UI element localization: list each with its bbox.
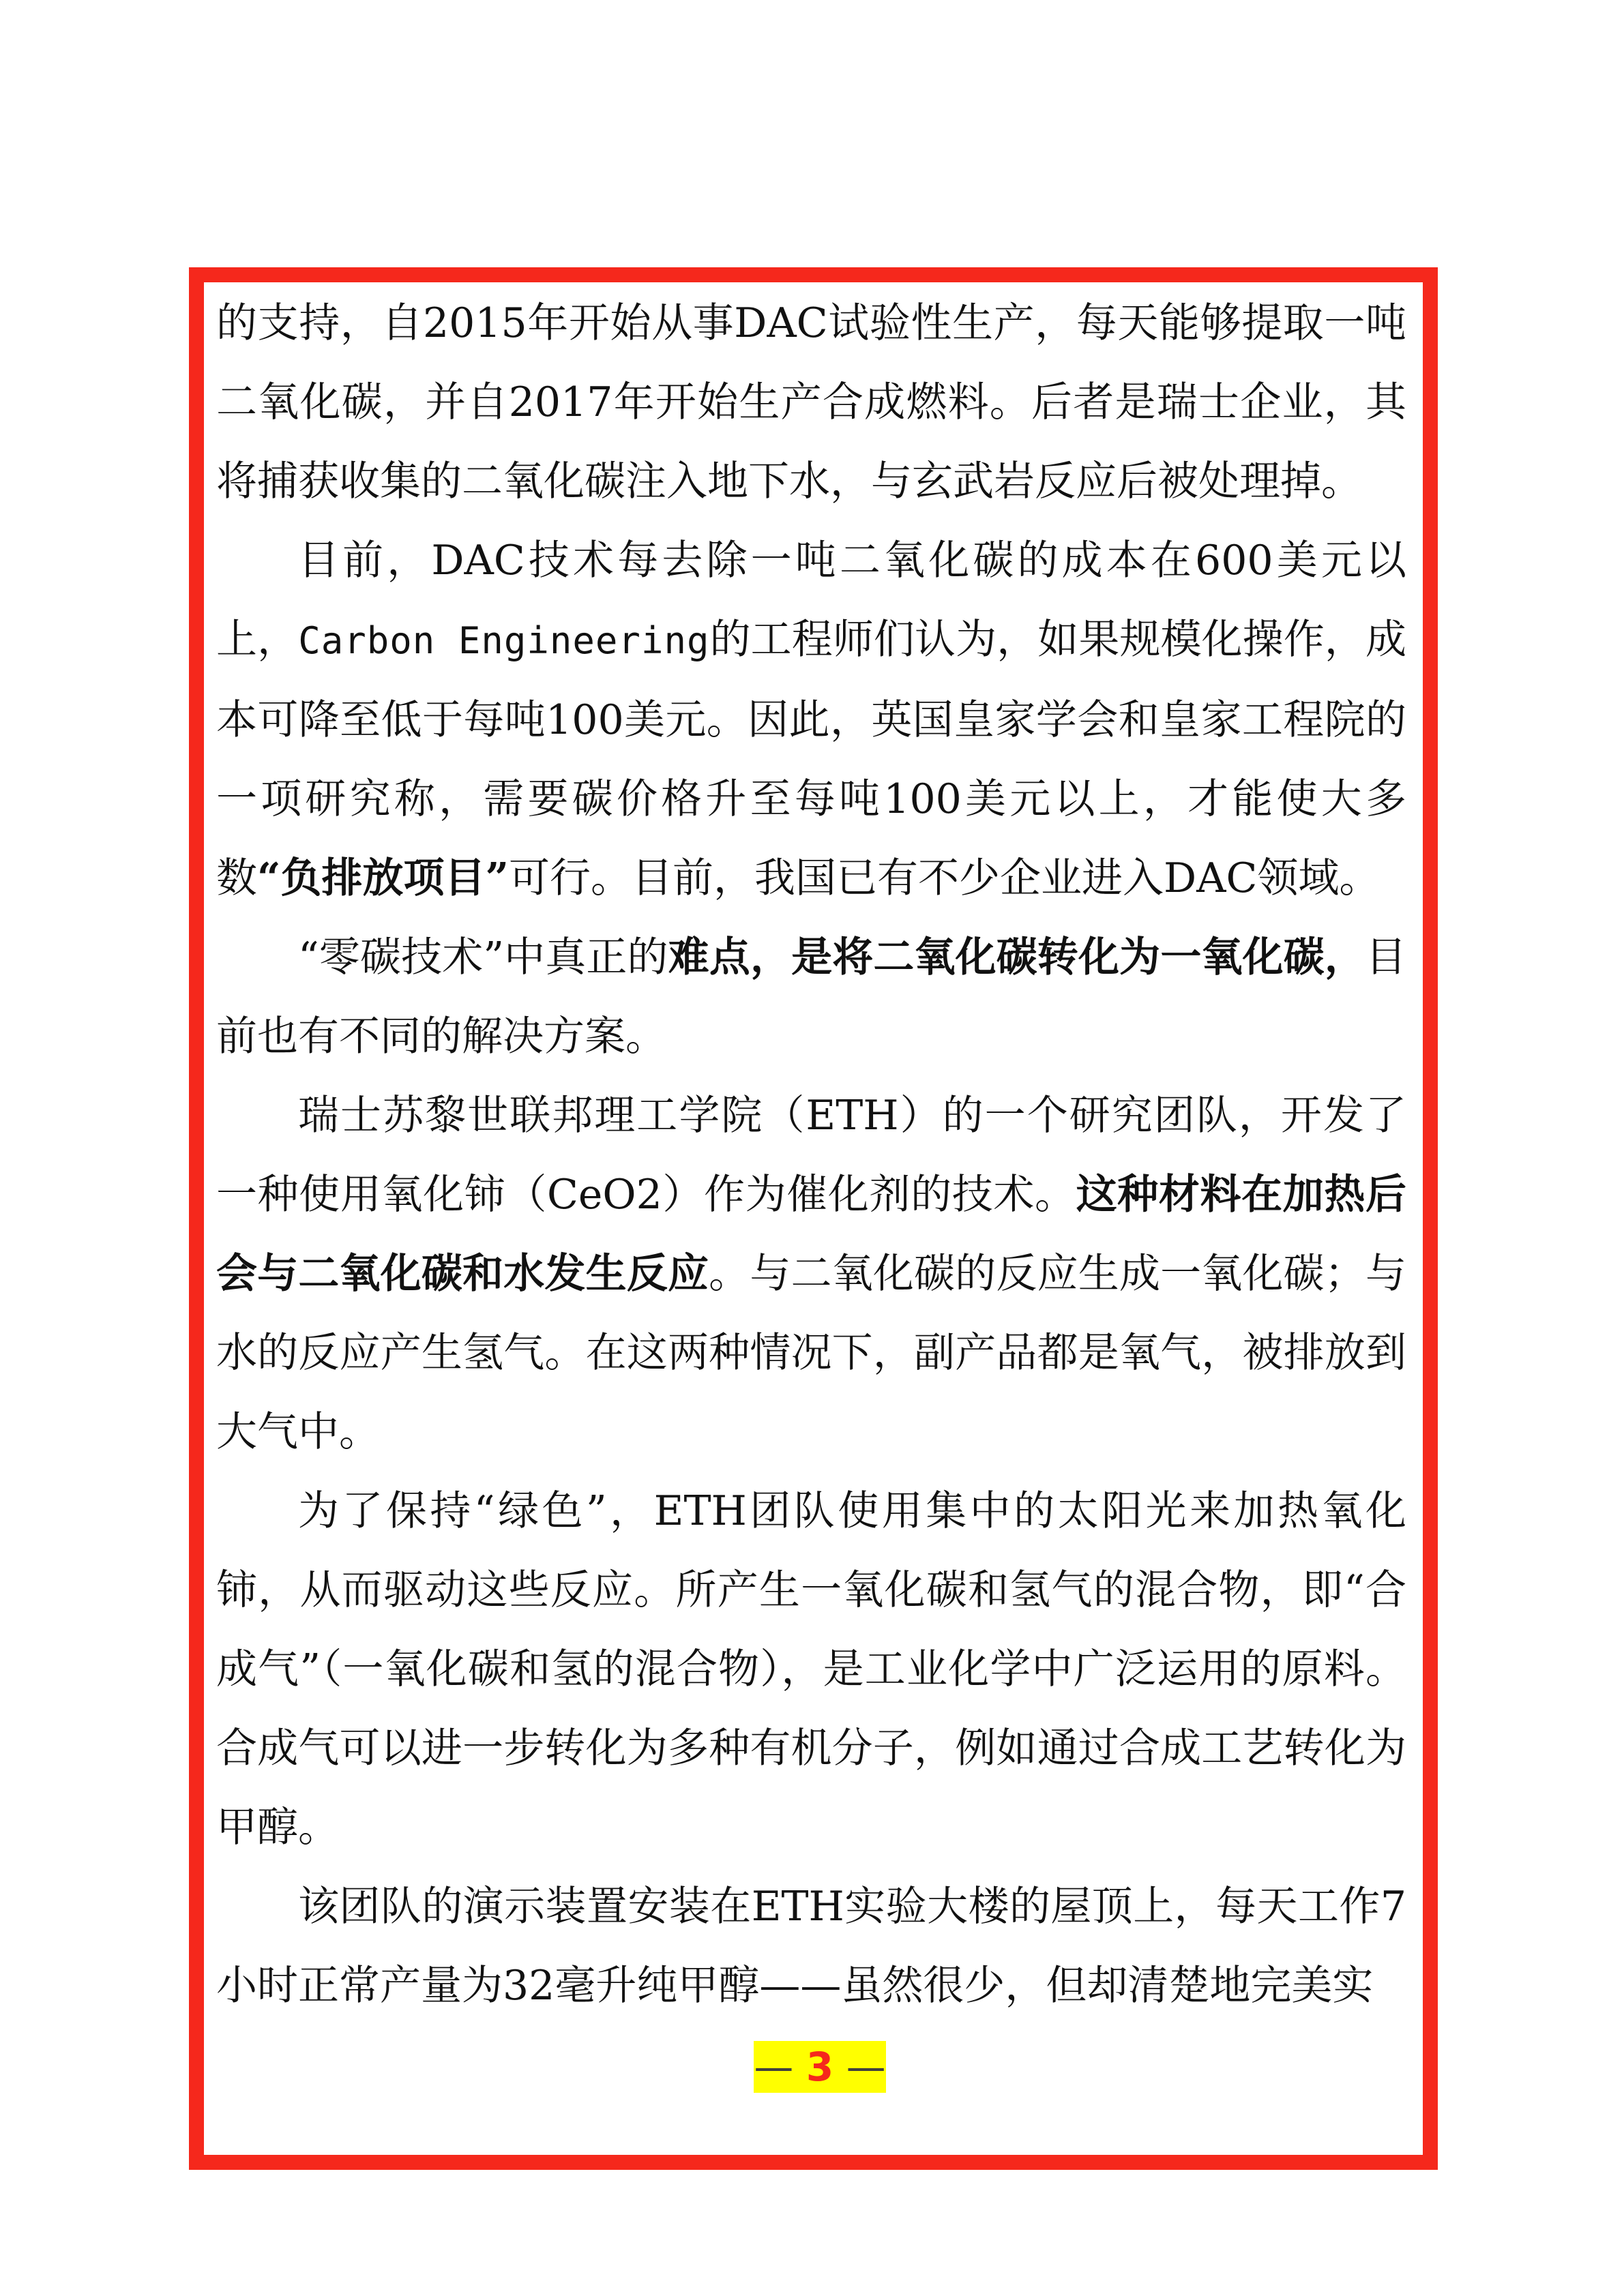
company-name: Carbon Engineering xyxy=(298,619,710,662)
page-number-value: 3 xyxy=(806,2044,834,2090)
page-number xyxy=(754,2041,886,2093)
paragraph-2 xyxy=(216,521,1406,918)
paragraph-1-text: 的支持，自2015年开始从事DAC试验性生产，每天能够提取一吨二氧化碳，并自2017年开始生产合成燃料。后者是瑞士企业，其将捕获收集的二氧化碳注入地下水，与玄武岩反应后被处理掉。 xyxy=(216,299,1406,505)
paragraph-4 xyxy=(216,1076,1406,1472)
paragraph-1 xyxy=(216,284,1406,521)
paragraph-2-text-a: 目前，DAC技术每去除一吨二氧化碳的成本在600美元以上， xyxy=(216,537,1406,664)
paragraph-3-text-c: 目前也有不同的解决方案。 xyxy=(216,934,1406,1060)
paragraph-4-bold: 这种材料在加热后会与二氧化碳和水发生反应 xyxy=(216,1171,1407,1298)
paragraph-5 xyxy=(216,1472,1406,1867)
page-number-dash-left: — xyxy=(754,2044,794,2090)
paragraph-4-text-c: 。与二氧化碳的反应生成一氧化碳；与水的反应产生氢气。在这两种情况下，副产品都是氧气，被排放到大气中。 xyxy=(216,1250,1407,1456)
paragraph-4-text-a: 瑞士苏黎世联邦理工学院（ETH）的一个研究团队，开发了一种使用氧化铈（CeO2）作为催化剂的技术。 xyxy=(216,1092,1406,1219)
paragraph-3-text-a: “零碳技术”中真正的 xyxy=(298,934,668,981)
paragraph-3-bold: 难点，是将二氧化碳转化为一氧化碳， xyxy=(668,934,1365,981)
paragraph-5-text: 为了保持“绿色”，ETH团队使用集中的太阳光来加热氧化铈，从而驱动这些反应。所产生一氧化碳和氢气的混合物，即“合成气”（一氧化碳和氢的混合物），是工业化学中广泛运用的原料。合成气可以进一步转化为多种有机分子，例如通过合成工艺转化为甲醇。 xyxy=(216,1487,1406,1851)
document-body xyxy=(216,284,1406,2025)
paragraph-3 xyxy=(216,918,1406,1076)
page-number-dash-right: — xyxy=(846,2044,886,2090)
paragraph-6 xyxy=(216,1867,1406,2025)
paragraph-2-bold: “负排放项目” xyxy=(257,854,510,902)
paragraph-2-text-e: 可行。目前，我国已有不少企业进入DAC领域。 xyxy=(509,854,1381,902)
paragraph-6-text: 该团队的演示装置安装在ETH实验大楼的屋顶上，每天工作7小时正常产量为32毫升纯甲醇——虽然很少，但却清楚地完美实 xyxy=(216,1883,1406,2010)
paragraph-2-text-c: 的工程师们认为，如果规模化操作，成本可降至低于每吨100美元。因此，英国皇家学会和皇家工程院的一项研究称，需要碳价格升至每吨100美元以上，才能使大多数 xyxy=(216,616,1407,902)
